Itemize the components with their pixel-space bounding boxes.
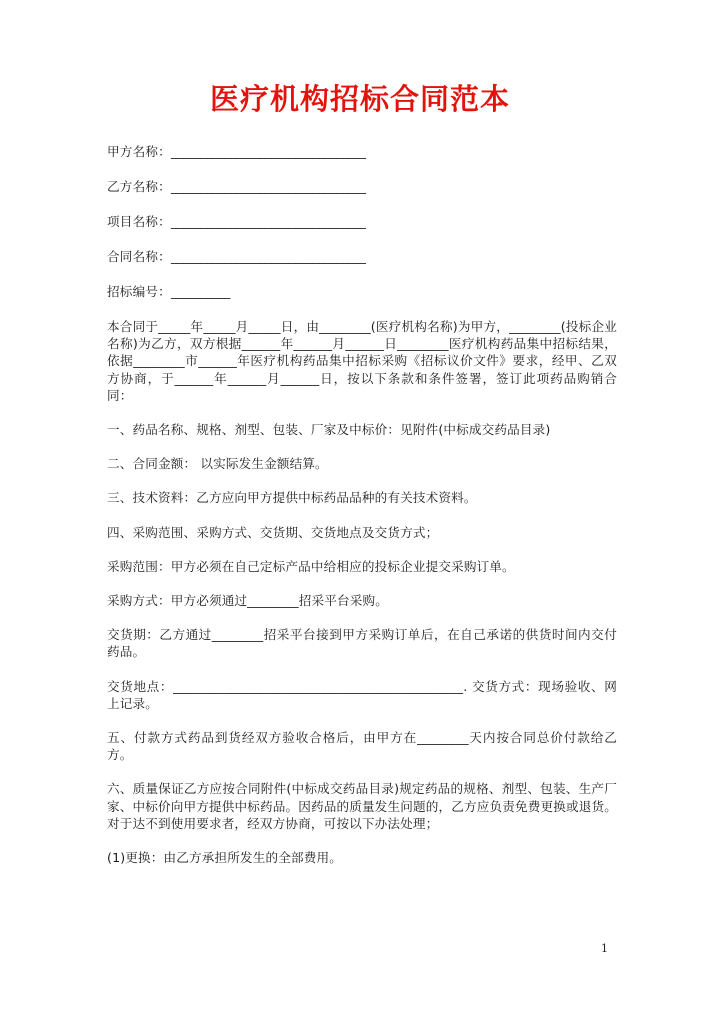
paragraph-preamble: 本合同于_____年_____月_____日，由________(医疗机构名称)为甲方，________(投标企业名称)为乙方，双方根据______年______月______日________医疗机构药品集中招标结果，依据________市______年医疗机构药品集中招标采购《招标议价文件》要求，经甲、乙双方协商，于______年______月______日，按以下条款和条件签署，签订此项药品购销合同： [107,319,617,403]
field-line-contract-name[interactable]: _________________________________ [170,249,366,264]
paragraph-procurement-method: 采购方式：甲方必须通过________招采平台采购。 [107,593,388,609]
paragraph-clause-six: 六、质量保证乙方应按合同附件(中标成交药品目录)规定药品的规格、剂型、包装、生产厂家、中标价向甲方提供中标药品。因药品的质量发生问题的，乙方应负责免费更换或退货。对于达不到使用要求者，经双方协商，可按以下办法处理； [107,781,617,831]
paragraph-sub-item-one: (1)更换：由乙方承担所发生的全部费用。 [107,850,342,866]
paragraph-delivery-location: 交货地点：_____________________________________________. 交货方式：现场验收、网上记录。 [107,678,617,711]
field-label-party-b: 乙方名称： [107,179,171,194]
field-row-contract-name [107,248,617,265]
document-body [107,143,617,883]
paragraph-clause-five: 五、付款方式药品到货经双方验收合格后，由甲方在________天内按合同总价付款给乙方。 [107,730,617,763]
field-line-party-b[interactable]: _________________________________ [170,179,366,194]
field-label-contract-name: 合同名称： [107,249,171,264]
paragraph-clause-one: 一、药品名称、规格、剂型、包装、厂家及中标价：见附件(中标成交药品目录) [107,422,551,438]
field-label-party-a: 甲方名称： [107,144,171,159]
paragraph-clause-three: 三、技术资料：乙方应向甲方提供中标药品品种的有关技术资料。 [107,490,477,506]
field-row-tender-number [107,283,617,300]
paragraph-delivery-period: 交货期：乙方通过________招采平台接到甲方采购订单后，在自己承诺的供货时间内交付药品。 [107,627,617,660]
field-label-project-name: 项目名称： [107,214,171,229]
page-number: 1 [601,942,608,955]
field-row-party-a [107,143,617,160]
paragraph-procurement-scope: 采购范围：甲方必须在自己定标产品中给相应的投标企业提交采购订单。 [107,558,515,574]
field-row-party-b [107,178,617,195]
field-label-tender-number: 招标编号： [107,284,171,299]
paragraph-clause-two: 二、合同金额： 以实际发生金额结算。 [107,456,328,472]
field-line-project-name[interactable]: _________________________________ [170,214,366,229]
field-line-tender-number[interactable]: __________ [170,284,230,299]
field-line-party-a[interactable]: _________________________________ [170,144,366,159]
field-row-project-name [107,213,617,230]
document-title: 医疗机构招标合同范本 [209,82,510,116]
paragraph-clause-four: 四、采购范围、采购方式、交货期、交货地点及交货方式； [107,524,439,540]
